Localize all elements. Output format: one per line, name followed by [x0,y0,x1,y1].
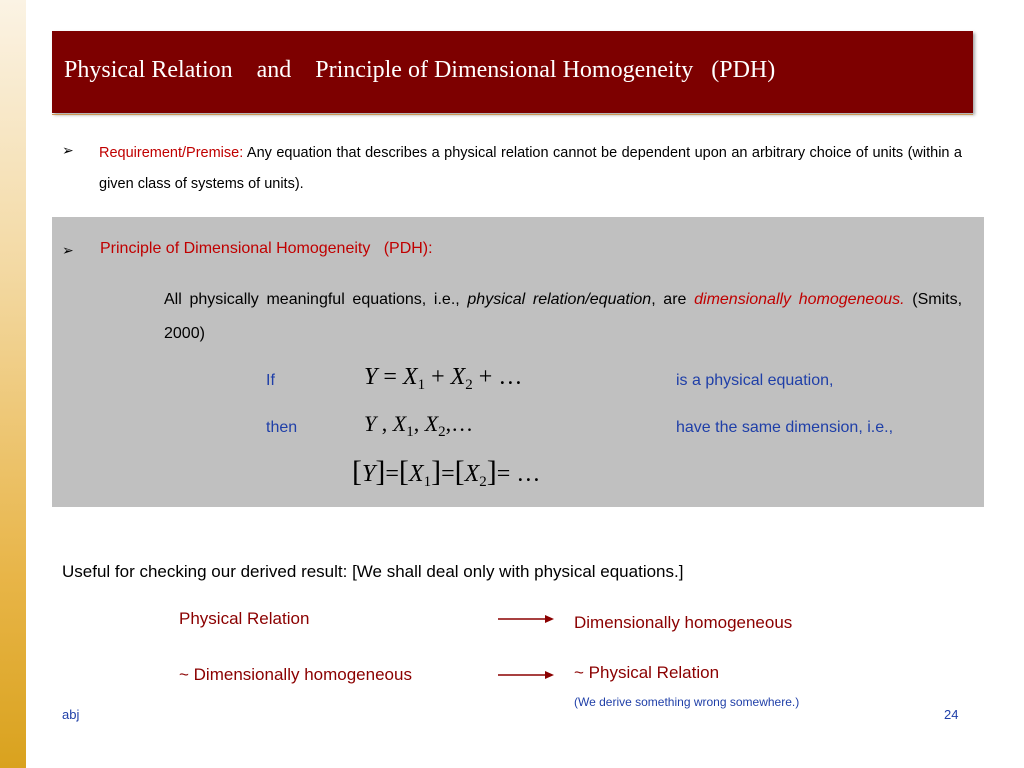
requirement-text: Any equation that describes a physical relation cannot be dependent upon an arbitrary choice of units (within a given class of systems of units). [99,145,962,192]
equation-variables: Y , $X_1$, $X_2,\dots$ [364,411,474,440]
equation-sum: $Y = X_1 + X_2$ + … [364,364,523,393]
pdh-text-a: All physically meaningful equations, i.e., [164,291,468,308]
pdh-text-c: , are [651,291,695,308]
relation-note: (We derive something wrong somewhere.) [574,695,800,709]
then-label: then [266,419,298,436]
equation-dimensions: $[Y]=[X_1]=[X_2]=$ … [352,455,541,490]
footer-author: abj [62,707,80,722]
requirement-label: Requirement/Premise: [99,145,244,161]
page-number: 24 [944,707,959,722]
arrow-bullet-icon: ➢ [62,142,74,158]
if-label: If [266,372,275,389]
if-description: is a physical equation, [676,372,834,389]
title-banner [52,31,973,113]
requirement-paragraph [99,138,962,200]
right-arrow-icon [498,669,554,681]
right-arrow-icon [498,613,554,625]
relation-left-1: Physical Relation [179,609,310,628]
pdh-statement [164,283,962,351]
pdh-heading: Principle of Dimensional Homogeneity (PDH): [100,240,433,257]
pdh-citation: (Smits, 2000) [164,291,963,342]
arrow-bullet-icon: ➢ [62,242,74,258]
relation-left-2: ~ Dimensionally homogeneous [179,665,412,684]
then-description: have the same dimension, i.e., [676,419,894,436]
pdh-text-highlight: dimensionally homogeneous. [694,291,905,308]
useful-note: Useful for checking our derived result: [We shall deal only with physical equations.] [62,562,684,581]
pdh-text-italic: physical relation/equation [467,291,652,308]
decorative-sidebar [0,0,26,768]
relation-right-2: ~ Physical Relation [574,663,720,682]
relation-right-1: Dimensionally homogeneous [574,613,793,632]
slide-title: Physical Relation and Principle of Dimensional Homogeneity (PDH) [64,57,776,83]
title-underline [52,114,973,115]
